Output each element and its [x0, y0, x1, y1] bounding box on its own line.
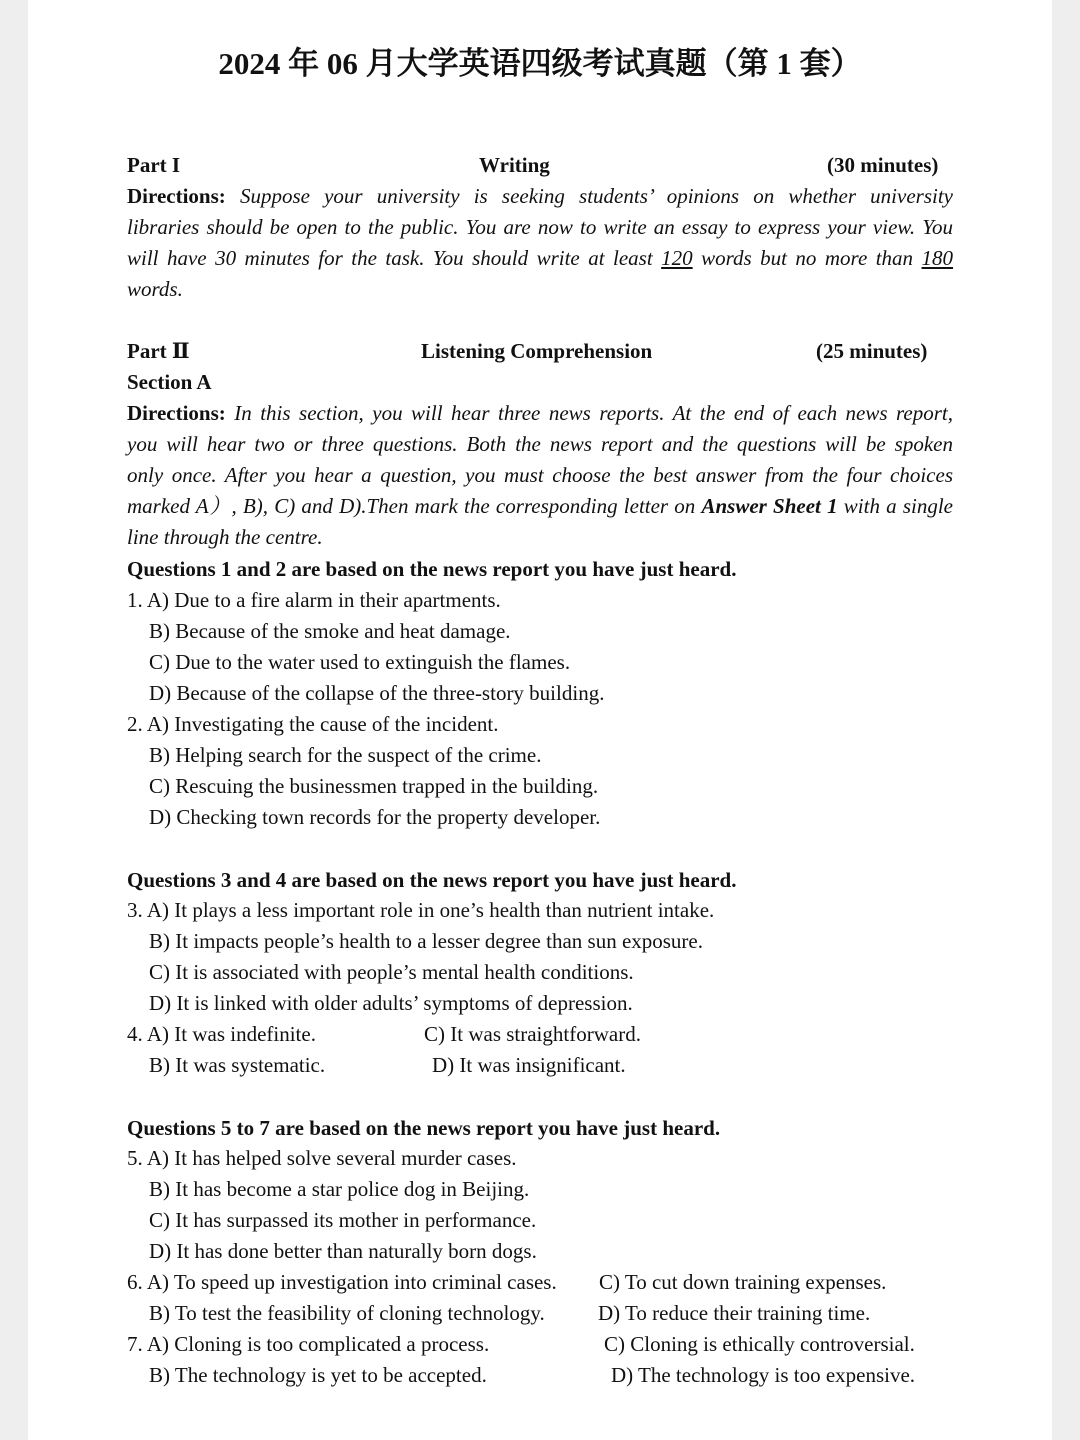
part2-directions-line4: marked A）, B), C) and D).Then mark the corresponding letter on Answer Sheet 1 with a single: [127, 494, 954, 518]
directions-label: Directions:: [127, 401, 226, 425]
part2-directions-line5: line through the centre.: [127, 525, 323, 549]
q4-option-c: C) It was straightforward.: [424, 1022, 641, 1046]
q6-option-a: 6. A) To speed up investigation into criminal cases.: [127, 1270, 557, 1294]
part1-directions-line2: libraries should be open to the public. You are now to write an essay to express your view. You: [127, 215, 953, 239]
q7-option-d: D) The technology is too expensive.: [611, 1363, 916, 1387]
q4-option-a: 4. A) It was indefinite.: [127, 1022, 316, 1046]
q5-option-b: B) It has become a star police dog in Beijing.: [149, 1177, 530, 1201]
question-group-heading: Questions 1 and 2 are based on the news report you have just heard.: [127, 557, 737, 581]
q2-option-a: 2. A) Investigating the cause of the incident.: [127, 712, 499, 736]
q1-option-d: D) Because of the collapse of the three-story building.: [149, 681, 605, 705]
document-page: [28, 0, 1052, 1440]
part1-label: Part I: [127, 153, 181, 177]
q1-option-a: 1. A) Due to a fire alarm in their apartments.: [127, 588, 501, 612]
q2-option-c: C) Rescuing the businessmen trapped in the building.: [149, 774, 599, 798]
q7-option-a: 7. A) Cloning is too complicated a process.: [127, 1332, 490, 1356]
part2-name: Listening Comprehension: [421, 339, 653, 363]
part1-directions-line1: Directions: Suppose your university is seeking students’ opinions on whether university: [127, 184, 953, 208]
q6-option-b: B) To test the feasibility of cloning technology.: [149, 1301, 545, 1325]
q3-option-b: B) It impacts people’s health to a lesser degree than sun exposure.: [149, 929, 703, 953]
page-title: 2024 年 06 月大学英语四级考试真题（第 1 套）: [218, 46, 862, 81]
q5-option-c: C) It has surpassed its mother in performance.: [149, 1208, 537, 1232]
section-a-heading: Section A: [127, 370, 212, 394]
q3-option-d: D) It is linked with older adults’ symptoms of depression.: [149, 991, 633, 1015]
directions-label: Directions:: [127, 184, 226, 208]
q7-option-c: C) Cloning is ethically controversial.: [604, 1332, 915, 1356]
max-words: 180: [921, 246, 954, 270]
question-group-heading: Questions 3 and 4 are based on the news report you have just heard.: [127, 868, 737, 892]
min-words: 120: [661, 246, 693, 270]
part2-directions-line3: only once. After you hear a question, you must choose the best answer from the four choices: [127, 463, 953, 487]
part1-directions-line3: will have 30 minutes for the task. You should write at least 120 words but no more than 180: [127, 246, 954, 270]
part2-label: Part Ⅱ: [127, 339, 190, 363]
part2-time: (25 minutes): [816, 339, 928, 363]
q4-option-b: B) It was systematic.: [149, 1053, 326, 1077]
q7-option-b: B) The technology is yet to be accepted.: [149, 1363, 487, 1387]
q6-option-c: C) To cut down training expenses.: [599, 1270, 887, 1294]
part1-time: (30 minutes): [827, 153, 939, 177]
answer-sheet-ref: Answer Sheet 1: [701, 494, 838, 518]
q5-option-d: D) It has done better than naturally born dogs.: [149, 1239, 537, 1263]
q1-option-b: B) Because of the smoke and heat damage.: [149, 619, 511, 643]
q3-option-a: 3. A) It plays a less important role in one’s health than nutrient intake.: [127, 898, 715, 922]
q5-option-a: 5. A) It has helped solve several murder cases.: [127, 1146, 517, 1170]
part1-name: Writing: [479, 153, 550, 177]
part1-directions-line4: words.: [127, 277, 183, 301]
question-group-heading: Questions 5 to 7 are based on the news report you have just heard.: [127, 1116, 721, 1140]
q2-option-b: B) Helping search for the suspect of the crime.: [149, 743, 542, 767]
q1-option-c: C) Due to the water used to extinguish the flames.: [149, 650, 571, 674]
q6-option-d: D) To reduce their training time.: [598, 1301, 871, 1325]
q2-option-d: D) Checking town records for the property developer.: [149, 805, 601, 829]
q3-option-c: C) It is associated with people’s mental health conditions.: [149, 960, 634, 984]
part2-directions-line2: you will hear two or three questions. Both the news report and the questions will be spoken: [127, 432, 953, 456]
q4-option-d: D) It was insignificant.: [432, 1053, 626, 1077]
part2-directions-line1: Directions: In this section, you will hear three news reports. At the end of each news report,: [127, 401, 954, 425]
